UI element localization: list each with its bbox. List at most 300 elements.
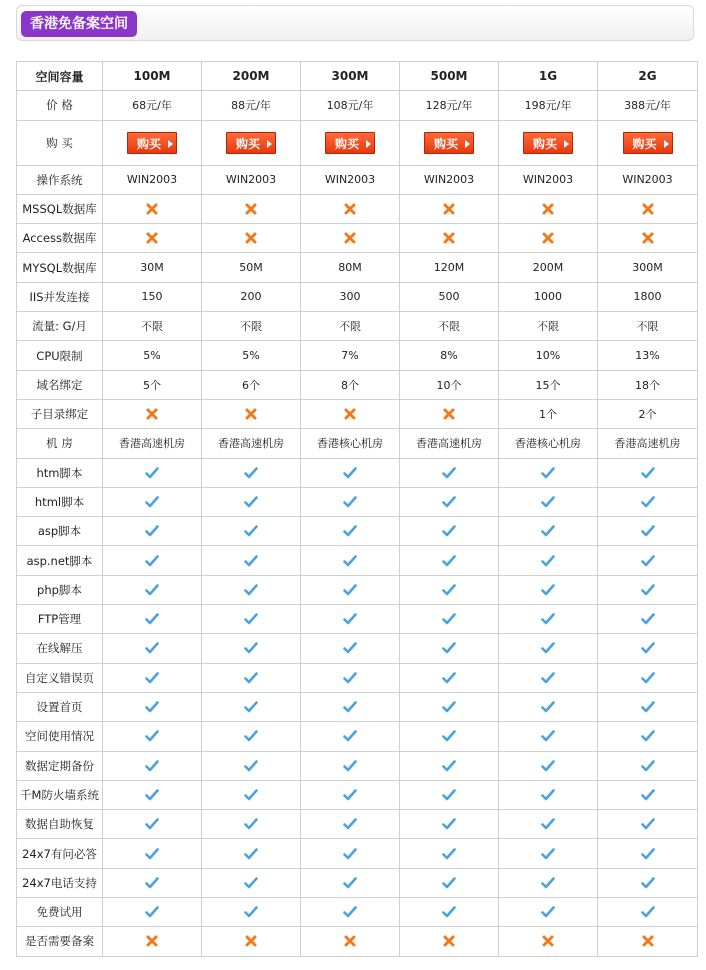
table-cell: WIN2003 bbox=[202, 165, 301, 194]
plan-name-300m: 300M bbox=[301, 62, 400, 91]
table-cell bbox=[103, 194, 202, 223]
table-cell bbox=[202, 722, 301, 751]
table-row bbox=[17, 120, 698, 165]
table-cell bbox=[301, 487, 400, 516]
row-label: MSSQL数据库 bbox=[17, 194, 103, 223]
table-row bbox=[17, 868, 698, 897]
check-icon bbox=[244, 729, 258, 743]
table-cell: WIN2003 bbox=[499, 165, 598, 194]
table-cell bbox=[598, 575, 698, 604]
check-icon bbox=[343, 466, 357, 480]
table-cell bbox=[598, 634, 698, 663]
table-cell bbox=[202, 780, 301, 809]
table-cell: 300M bbox=[598, 253, 698, 282]
check-icon bbox=[541, 554, 555, 568]
table-cell bbox=[598, 663, 698, 692]
table-row bbox=[17, 91, 698, 120]
check-icon bbox=[641, 612, 655, 626]
table-cell bbox=[202, 839, 301, 868]
buy-button[interactable] bbox=[424, 132, 474, 154]
check-icon bbox=[541, 700, 555, 714]
row-label: html脚本 bbox=[17, 487, 103, 516]
table-cell bbox=[499, 634, 598, 663]
table-cell bbox=[400, 224, 499, 253]
x-icon bbox=[541, 231, 555, 245]
table-cell bbox=[103, 927, 202, 956]
x-icon bbox=[343, 934, 357, 948]
check-icon bbox=[641, 671, 655, 685]
table-cell bbox=[499, 810, 598, 839]
table-cell bbox=[202, 399, 301, 428]
table-cell: 80M bbox=[301, 253, 400, 282]
check-icon bbox=[244, 554, 258, 568]
table-cell: 不限 bbox=[202, 312, 301, 341]
table-cell bbox=[202, 868, 301, 897]
plan-name-500m: 500M bbox=[400, 62, 499, 91]
table-cell bbox=[400, 458, 499, 487]
check-icon bbox=[541, 847, 555, 861]
table-cell bbox=[202, 487, 301, 516]
x-icon bbox=[343, 231, 357, 245]
table-cell bbox=[499, 194, 598, 223]
table-cell bbox=[301, 839, 400, 868]
table-cell bbox=[103, 634, 202, 663]
buy-button-label: 购买 bbox=[235, 136, 260, 151]
x-icon bbox=[145, 934, 159, 948]
table-cell: 108元/年 bbox=[301, 91, 400, 120]
table-cell bbox=[103, 399, 202, 428]
row-label: 设置首页 bbox=[17, 692, 103, 721]
check-icon bbox=[343, 495, 357, 509]
x-icon bbox=[244, 407, 258, 421]
table-cell bbox=[598, 458, 698, 487]
buy-button[interactable] bbox=[325, 132, 375, 154]
table-row bbox=[17, 194, 698, 223]
table-cell bbox=[202, 663, 301, 692]
table-cell bbox=[400, 751, 499, 780]
table-row bbox=[17, 839, 698, 868]
check-icon bbox=[641, 700, 655, 714]
table-row bbox=[17, 780, 698, 809]
table-cell: WIN2003 bbox=[598, 165, 698, 194]
table-cell bbox=[499, 751, 598, 780]
table-cell bbox=[499, 575, 598, 604]
x-icon bbox=[145, 231, 159, 245]
table-cell: 300 bbox=[301, 282, 400, 311]
check-icon bbox=[145, 759, 159, 773]
check-icon bbox=[442, 700, 456, 714]
table-cell bbox=[400, 120, 499, 165]
table-row bbox=[17, 282, 698, 311]
table-cell: 香港高速机房 bbox=[103, 429, 202, 458]
table-cell: 8个 bbox=[301, 370, 400, 399]
table-cell bbox=[103, 722, 202, 751]
check-icon bbox=[641, 495, 655, 509]
table-cell bbox=[301, 810, 400, 839]
buy-button-label: 购买 bbox=[433, 136, 458, 151]
check-icon bbox=[641, 524, 655, 538]
table-cell bbox=[202, 546, 301, 575]
table-row bbox=[17, 575, 698, 604]
check-icon bbox=[541, 671, 555, 685]
row-label: FTP管理 bbox=[17, 605, 103, 634]
table-cell: 不限 bbox=[400, 312, 499, 341]
row-label: 免费试用 bbox=[17, 898, 103, 927]
table-cell bbox=[301, 546, 400, 575]
table-cell: 香港高速机房 bbox=[598, 429, 698, 458]
table-cell bbox=[202, 224, 301, 253]
table-cell bbox=[499, 898, 598, 927]
check-icon bbox=[145, 729, 159, 743]
table-row bbox=[17, 253, 698, 282]
check-icon bbox=[541, 759, 555, 773]
row-label: 是否需要备案 bbox=[17, 927, 103, 956]
buy-button-label: 购买 bbox=[632, 136, 657, 151]
table-cell bbox=[400, 605, 499, 634]
check-icon bbox=[541, 524, 555, 538]
table-cell bbox=[400, 194, 499, 223]
table-row bbox=[17, 399, 698, 428]
x-icon bbox=[244, 202, 258, 216]
check-icon bbox=[145, 788, 159, 802]
check-icon bbox=[244, 612, 258, 626]
table-cell bbox=[400, 692, 499, 721]
table-cell bbox=[499, 120, 598, 165]
check-icon bbox=[442, 554, 456, 568]
table-cell: 香港高速机房 bbox=[202, 429, 301, 458]
table-cell bbox=[103, 487, 202, 516]
table-cell bbox=[400, 780, 499, 809]
check-icon bbox=[541, 466, 555, 480]
table-cell bbox=[103, 839, 202, 868]
plan-comparison-table bbox=[16, 61, 698, 957]
row-label: 域名绑定 bbox=[17, 370, 103, 399]
page-title: 香港免备案空间 bbox=[21, 11, 137, 37]
check-icon bbox=[641, 554, 655, 568]
check-icon bbox=[244, 876, 258, 890]
table-cell bbox=[301, 751, 400, 780]
table-cell: 120M bbox=[400, 253, 499, 282]
table-row bbox=[17, 810, 698, 839]
x-icon bbox=[641, 231, 655, 245]
check-icon bbox=[641, 788, 655, 802]
table-cell bbox=[301, 517, 400, 546]
check-icon bbox=[343, 671, 357, 685]
table-cell bbox=[598, 120, 698, 165]
check-icon bbox=[343, 905, 357, 919]
row-label: 子目录绑定 bbox=[17, 399, 103, 428]
table-cell bbox=[202, 898, 301, 927]
table-row bbox=[17, 429, 698, 458]
table-cell bbox=[301, 634, 400, 663]
table-cell bbox=[499, 839, 598, 868]
row-label: Access数据库 bbox=[17, 224, 103, 253]
table-cell bbox=[499, 722, 598, 751]
check-icon bbox=[244, 495, 258, 509]
check-icon bbox=[244, 700, 258, 714]
table-row bbox=[17, 546, 698, 575]
check-icon bbox=[145, 466, 159, 480]
row-label: MYSQL数据库 bbox=[17, 253, 103, 282]
table-cell bbox=[400, 546, 499, 575]
check-icon bbox=[641, 641, 655, 655]
table-cell: 198元/年 bbox=[499, 91, 598, 120]
check-icon bbox=[145, 612, 159, 626]
check-icon bbox=[442, 612, 456, 626]
table-cell bbox=[301, 780, 400, 809]
table-cell: 200M bbox=[499, 253, 598, 282]
check-icon bbox=[541, 729, 555, 743]
table-cell: 388元/年 bbox=[598, 91, 698, 120]
table-cell: 13% bbox=[598, 341, 698, 370]
check-icon bbox=[244, 583, 258, 597]
check-icon bbox=[641, 466, 655, 480]
x-icon bbox=[641, 202, 655, 216]
check-icon bbox=[145, 905, 159, 919]
plan-name-2g: 2G bbox=[598, 62, 698, 91]
check-icon bbox=[641, 905, 655, 919]
table-cell: 香港高速机房 bbox=[400, 429, 499, 458]
row-label: 自定义错误页 bbox=[17, 663, 103, 692]
row-label: IIS并发连接 bbox=[17, 282, 103, 311]
table-cell bbox=[301, 898, 400, 927]
check-icon bbox=[244, 524, 258, 538]
check-icon bbox=[343, 759, 357, 773]
check-icon bbox=[145, 641, 159, 655]
table-cell bbox=[202, 692, 301, 721]
table-cell bbox=[400, 517, 499, 546]
check-icon bbox=[343, 583, 357, 597]
table-cell: 30M bbox=[103, 253, 202, 282]
row-label: 价 格 bbox=[17, 91, 103, 120]
x-icon bbox=[442, 934, 456, 948]
check-icon bbox=[641, 876, 655, 890]
table-cell: 6个 bbox=[202, 370, 301, 399]
row-label: 数据自助恢复 bbox=[17, 810, 103, 839]
table-row bbox=[17, 898, 698, 927]
x-icon bbox=[244, 231, 258, 245]
table-cell: 8% bbox=[400, 341, 499, 370]
table-cell bbox=[499, 546, 598, 575]
check-icon bbox=[244, 759, 258, 773]
row-label: asp脚本 bbox=[17, 517, 103, 546]
table-row bbox=[17, 692, 698, 721]
table-cell: 不限 bbox=[301, 312, 400, 341]
table-cell bbox=[202, 120, 301, 165]
check-icon bbox=[442, 671, 456, 685]
check-icon bbox=[343, 524, 357, 538]
table-cell bbox=[598, 751, 698, 780]
table-cell: WIN2003 bbox=[103, 165, 202, 194]
table-row bbox=[17, 605, 698, 634]
plan-name-200m: 200M bbox=[202, 62, 301, 91]
check-icon bbox=[442, 759, 456, 773]
table-cell bbox=[499, 224, 598, 253]
table-cell: 1800 bbox=[598, 282, 698, 311]
check-icon bbox=[145, 876, 159, 890]
x-icon bbox=[541, 202, 555, 216]
table-cell bbox=[301, 663, 400, 692]
table-row bbox=[17, 224, 698, 253]
check-icon bbox=[343, 876, 357, 890]
table-cell bbox=[598, 810, 698, 839]
check-icon bbox=[541, 495, 555, 509]
table-cell: 10个 bbox=[400, 370, 499, 399]
table-cell: 5% bbox=[103, 341, 202, 370]
table-cell bbox=[301, 458, 400, 487]
table-cell: 88元/年 bbox=[202, 91, 301, 120]
section-header bbox=[16, 5, 694, 41]
plan-name-1g: 1G bbox=[499, 62, 598, 91]
table-cell bbox=[103, 458, 202, 487]
table-cell bbox=[499, 487, 598, 516]
check-icon bbox=[541, 788, 555, 802]
table-cell: 10% bbox=[499, 341, 598, 370]
check-icon bbox=[343, 641, 357, 655]
check-icon bbox=[244, 905, 258, 919]
check-icon bbox=[442, 788, 456, 802]
table-cell bbox=[301, 194, 400, 223]
check-icon bbox=[541, 583, 555, 597]
table-cell: 香港核心机房 bbox=[301, 429, 400, 458]
table-cell bbox=[103, 605, 202, 634]
check-icon bbox=[442, 524, 456, 538]
table-cell: 50M bbox=[202, 253, 301, 282]
buy-button[interactable] bbox=[226, 132, 276, 154]
check-icon bbox=[442, 583, 456, 597]
row-label: CPU限制 bbox=[17, 341, 103, 370]
table-cell bbox=[301, 868, 400, 897]
table-cell bbox=[103, 120, 202, 165]
table-cell: 150 bbox=[103, 282, 202, 311]
table-cell: 500 bbox=[400, 282, 499, 311]
table-cell: 1个 bbox=[499, 399, 598, 428]
table-row bbox=[17, 722, 698, 751]
check-icon bbox=[343, 554, 357, 568]
table-cell bbox=[499, 663, 598, 692]
table-cell bbox=[598, 839, 698, 868]
check-icon bbox=[442, 905, 456, 919]
table-cell: 不限 bbox=[499, 312, 598, 341]
table-row bbox=[17, 663, 698, 692]
row-label: 操作系统 bbox=[17, 165, 103, 194]
table-cell bbox=[301, 575, 400, 604]
table-cell: 68元/年 bbox=[103, 91, 202, 120]
table-cell bbox=[598, 722, 698, 751]
buy-button[interactable] bbox=[523, 132, 573, 154]
check-icon bbox=[244, 671, 258, 685]
table-cell bbox=[103, 663, 202, 692]
check-icon bbox=[244, 817, 258, 831]
table-cell bbox=[499, 927, 598, 956]
table-cell: 200 bbox=[202, 282, 301, 311]
buy-button[interactable] bbox=[623, 132, 673, 154]
table-cell bbox=[301, 605, 400, 634]
plan-name-100m: 100M bbox=[103, 62, 202, 91]
table-cell bbox=[202, 194, 301, 223]
check-icon bbox=[145, 817, 159, 831]
row-label: asp.net脚本 bbox=[17, 546, 103, 575]
row-label: 购 买 bbox=[17, 120, 103, 165]
table-cell bbox=[598, 780, 698, 809]
table-cell bbox=[400, 927, 499, 956]
table-cell bbox=[598, 605, 698, 634]
check-icon bbox=[442, 495, 456, 509]
row-label: 流量: G/月 bbox=[17, 312, 103, 341]
table-cell bbox=[103, 517, 202, 546]
check-icon bbox=[442, 641, 456, 655]
check-icon bbox=[343, 729, 357, 743]
plan-header-row bbox=[17, 62, 698, 91]
table-cell bbox=[103, 692, 202, 721]
table-cell: WIN2003 bbox=[301, 165, 400, 194]
table-cell: 5% bbox=[202, 341, 301, 370]
buy-button[interactable] bbox=[127, 132, 177, 154]
table-cell bbox=[598, 487, 698, 516]
row-label: 24x7电话支持 bbox=[17, 868, 103, 897]
table-cell bbox=[598, 692, 698, 721]
table-cell: 2个 bbox=[598, 399, 698, 428]
x-icon bbox=[145, 407, 159, 421]
table-cell bbox=[301, 722, 400, 751]
row-label: 空间容量 bbox=[17, 62, 103, 91]
check-icon bbox=[541, 817, 555, 831]
table-cell: 15个 bbox=[499, 370, 598, 399]
table-cell bbox=[598, 898, 698, 927]
table-row bbox=[17, 165, 698, 194]
table-row bbox=[17, 458, 698, 487]
table-cell bbox=[202, 927, 301, 956]
table-cell bbox=[400, 634, 499, 663]
table-cell: 不限 bbox=[103, 312, 202, 341]
table-cell bbox=[400, 868, 499, 897]
check-icon bbox=[343, 788, 357, 802]
table-cell bbox=[400, 487, 499, 516]
check-icon bbox=[442, 817, 456, 831]
table-row bbox=[17, 634, 698, 663]
table-row bbox=[17, 370, 698, 399]
table-cell bbox=[103, 898, 202, 927]
check-icon bbox=[343, 612, 357, 626]
check-icon bbox=[641, 847, 655, 861]
table-cell bbox=[400, 399, 499, 428]
check-icon bbox=[442, 876, 456, 890]
x-icon bbox=[442, 407, 456, 421]
check-icon bbox=[244, 788, 258, 802]
table-cell bbox=[202, 634, 301, 663]
check-icon bbox=[442, 847, 456, 861]
check-icon bbox=[541, 905, 555, 919]
table-cell: 18个 bbox=[598, 370, 698, 399]
x-icon bbox=[343, 407, 357, 421]
table-cell bbox=[499, 780, 598, 809]
row-label: 在线解压 bbox=[17, 634, 103, 663]
table-cell: 香港核心机房 bbox=[499, 429, 598, 458]
table-cell bbox=[103, 546, 202, 575]
check-icon bbox=[641, 583, 655, 597]
table-row bbox=[17, 487, 698, 516]
check-icon bbox=[145, 700, 159, 714]
check-icon bbox=[442, 729, 456, 743]
table-cell bbox=[103, 575, 202, 604]
check-icon bbox=[541, 612, 555, 626]
table-cell: 5个 bbox=[103, 370, 202, 399]
table-cell bbox=[202, 751, 301, 780]
table-cell: 128元/年 bbox=[400, 91, 499, 120]
table-cell bbox=[301, 224, 400, 253]
table-cell bbox=[202, 575, 301, 604]
check-icon bbox=[343, 817, 357, 831]
